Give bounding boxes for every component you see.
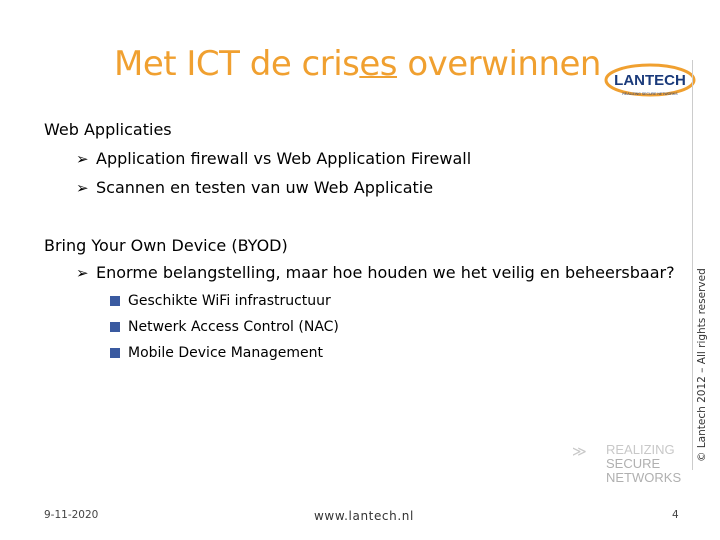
sub-bullet-item (110, 319, 339, 335)
arrow-bullet-icon: ➢ (76, 150, 89, 168)
logo-name: LANTECH (614, 72, 686, 89)
bullet-item (76, 178, 433, 197)
lantech-logo (604, 62, 696, 102)
title-part-underlined: es (359, 44, 398, 84)
realizing-secure-networks-watermark (572, 440, 682, 486)
heading-web-applicaties: Web Applicaties (44, 120, 172, 139)
watermark-chevron-icon: ≫ (572, 443, 587, 459)
watermark-line3: NETWORKS (606, 470, 682, 485)
arrow-bullet-icon: ➢ (76, 264, 89, 282)
sub-bullet-item (110, 345, 323, 361)
sub-bullet-text: Mobile Device Management (128, 345, 323, 361)
watermark-line2: SECURE (606, 456, 661, 471)
title-part-2: overwinnen (397, 44, 601, 84)
bullet-item (76, 263, 675, 282)
page-number: 4 (672, 509, 679, 521)
arrow-bullet-icon: ➢ (76, 179, 89, 197)
sub-bullet-item (110, 293, 331, 309)
right-divider (692, 60, 693, 470)
title-part-1: Met ICT de cris (114, 44, 360, 84)
footer-url[interactable]: www.lantech.nl (314, 509, 414, 523)
sub-bullet-text: Geschikte WiFi infrastructuur (128, 293, 331, 309)
square-bullet-icon (110, 348, 120, 358)
square-bullet-icon (110, 322, 120, 332)
sub-bullet-text: Netwerk Access Control (NAC) (128, 319, 339, 335)
slide-title (114, 44, 601, 84)
heading-byod: Bring Your Own Device (BYOD) (44, 236, 288, 255)
logo-tagline: REALIZING SECURE NETWORKS (622, 92, 678, 96)
footer-date: 9-11-2020 (44, 509, 99, 521)
bullet-item (76, 149, 471, 168)
square-bullet-icon (110, 296, 120, 306)
bullet-text: Scannen en testen van uw Web Applicatie (96, 178, 434, 197)
copyright-sidebar: © Lantech 2012 – All rights reserved (696, 268, 708, 462)
bullet-text: Application firewall vs Web Application Firewall (96, 149, 472, 168)
bullet-text: Enorme belangstelling, maar hoe houden we het veilig en beheersbaar? (96, 263, 675, 282)
watermark-line1: REALIZING (606, 442, 675, 457)
